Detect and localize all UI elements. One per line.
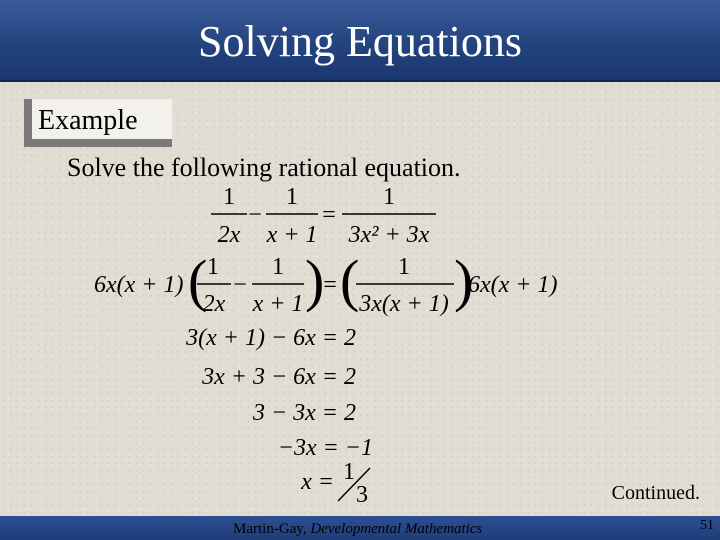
solution-steps xyxy=(185,325,373,461)
final-answer xyxy=(300,459,370,508)
eq2-left-factor: 6x(x + 1) xyxy=(94,272,184,298)
eq1-minus: − xyxy=(248,202,262,228)
footer-author: Martin-Gay, xyxy=(233,521,311,537)
instruction-text: Solve the following rational equation. xyxy=(67,153,461,182)
eq1-frac1-denominator: 2x xyxy=(217,222,241,248)
eq1-frac3-denominator: 3x² + 3x xyxy=(348,222,430,248)
eq2-frac1-numerator: 1 xyxy=(207,254,219,280)
continued-note: Continued. xyxy=(611,482,700,504)
footer-book-title: Developmental Mathematics xyxy=(310,521,483,537)
final-lhs: x = xyxy=(301,469,334,495)
step-line: 3 − 3x = 2 xyxy=(252,400,356,426)
eq1-frac2-numerator: 1 xyxy=(286,184,298,210)
example-label: Example xyxy=(32,99,172,139)
eq1-frac2-denominator: x + 1 xyxy=(266,222,318,248)
page-number: 51 xyxy=(700,518,714,533)
equation-original xyxy=(211,184,436,248)
step-line: −3x = −1 xyxy=(277,435,373,461)
eq2-close-paren-right: ) xyxy=(454,248,474,313)
eq1-frac1-numerator: 1 xyxy=(223,184,235,210)
eq2-minus: − xyxy=(233,272,247,298)
equation-lcd xyxy=(94,248,557,317)
eq2-close-paren: ) xyxy=(305,248,325,313)
eq2-frac1-denominator: 2x xyxy=(202,291,226,317)
final-numerator: 1 xyxy=(343,459,355,485)
slide-title: Solving Equations xyxy=(198,17,522,66)
eq2-frac2-denominator: x + 1 xyxy=(252,291,304,317)
eq2-equals: = xyxy=(323,272,337,298)
footer-credit xyxy=(233,519,482,539)
eq1-frac3-numerator: 1 xyxy=(383,184,395,210)
eq2-right-factor: 6x(x + 1) xyxy=(468,272,558,298)
step-line: 3x + 3 − 6x = 2 xyxy=(202,364,356,390)
eq1-equals: = xyxy=(322,202,336,228)
eq2-frac3-denominator: 3x(x + 1) xyxy=(359,291,449,317)
eq2-open-paren: ( xyxy=(188,248,208,313)
eq2-frac3-numerator: 1 xyxy=(398,254,410,280)
step-line: 3(x + 1) − 6x = 2 xyxy=(186,325,356,351)
eq2-frac2-numerator: 1 xyxy=(272,254,284,280)
eq2-open-paren-right: ( xyxy=(340,248,360,313)
final-denominator: 3 xyxy=(356,482,368,508)
